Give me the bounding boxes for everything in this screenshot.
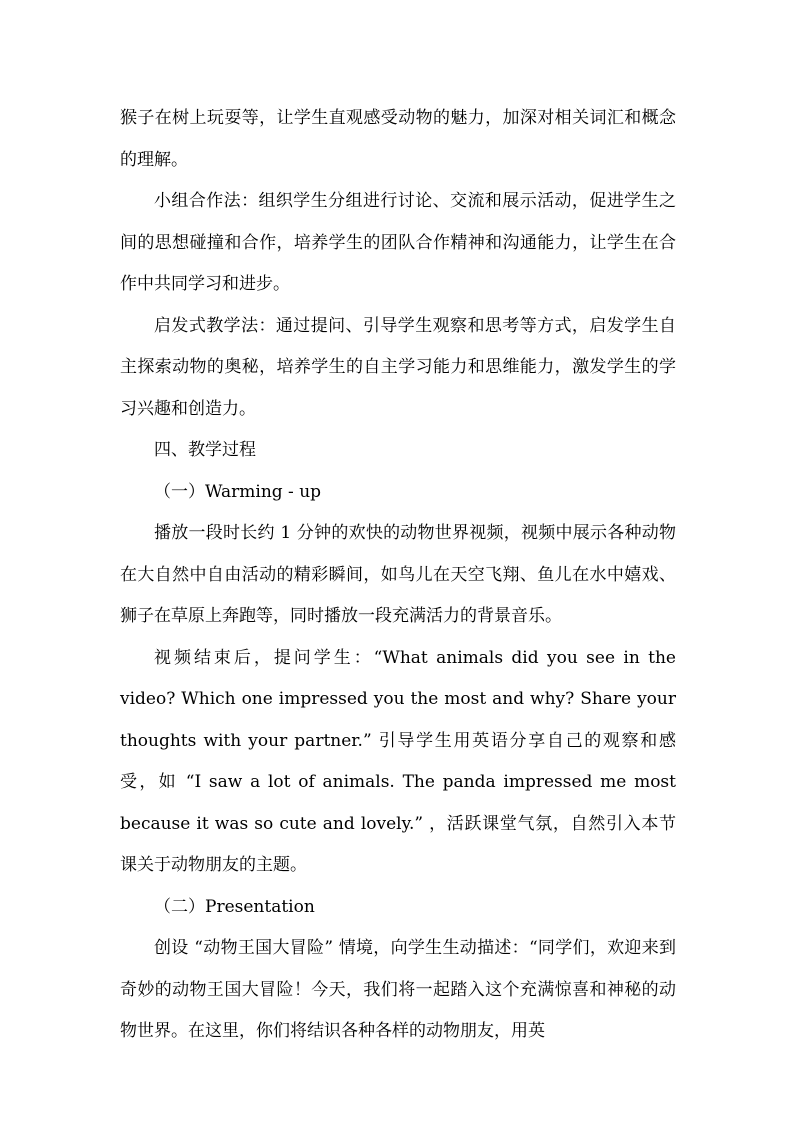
paragraph-heuristic-teaching: 启发式教学法：通过提问、引导学生观察和思考等方式，启发学生自主探索动物的奥秘，培养学生的自主学习能力和思维能力，激发学生的学习兴趣和创造力。	[120, 315, 676, 419]
paragraph-video-questions: 视频结束后，提问学生：“What animals did you see in the video? Which one impressed you the most and why? Share your thoughts with your partner.” 引导学生用英语分享自己的观察和感受，如 “I saw a lot of animals. The panda impressed me most because it was so cute and lovely.” ，活跃课堂气氛，自然引入本节课关于动物朋友的主题。	[120, 647, 676, 875]
subsection-heading-warming-up: （一）Warming - up	[154, 481, 322, 502]
section-heading-teaching-process: 四、教学过程	[154, 440, 256, 460]
subsection-heading-presentation: （二）Presentation	[154, 896, 315, 917]
document-body	[120, 98, 676, 1053]
paragraph-video-intro: 播放一段时长约 1 分钟的欢快的动物世界视频，视频中展示各种动物在大自然中自由活动的精彩瞬间，如鸟儿在天空飞翔、鱼儿在水中嬉戏、狮子在草原上奔跑等，同时播放一段充满活力的背景音乐。	[120, 523, 676, 626]
paragraph-group-cooperation: 小组合作法：组织学生分组进行讨论、交流和展示活动，促进学生之间的思想碰撞和合作，培养学生的团队合作精神和沟通能力，让学生在合作中共同学习和进步。	[120, 191, 676, 294]
paragraph-continued: 猴子在树上玩耍等，让学生直观感受动物的魅力，加深对相关词汇和概念的理解。	[120, 108, 676, 170]
paragraph-animal-kingdom: 创设 “动物王国大冒险” 情境，向学生生动描述：“同学们，欢迎来到奇妙的动物王国大冒险！今天，我们将一起踏入这个充满惊喜和神秘的动物世界。在这里，你们将结识各种各样的动物朋友，用英	[120, 938, 676, 1041]
